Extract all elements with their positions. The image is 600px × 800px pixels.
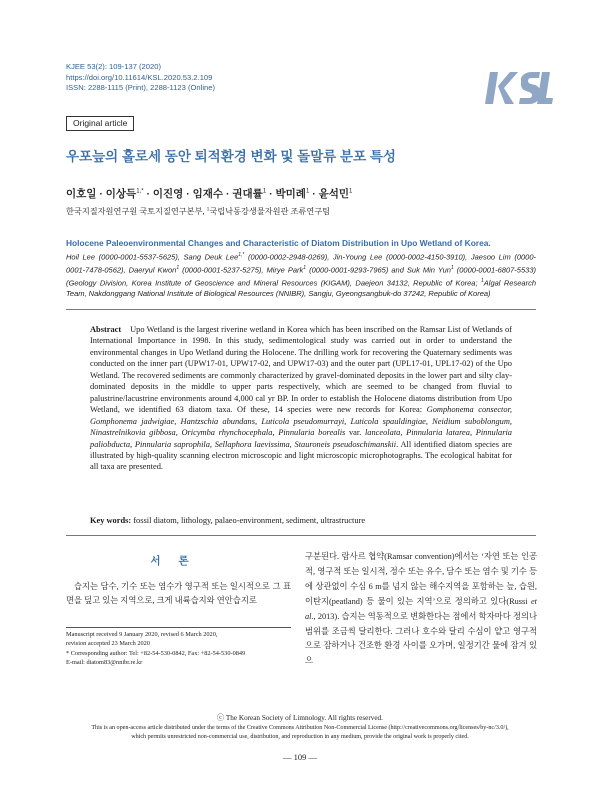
intro-heading: 서론	[150, 555, 207, 567]
title-english: Holocene Paleoenvironmental Changes and Characteristic of Diatom Distribution in Upo Wetland of Korea.	[66, 238, 491, 248]
authors-english: Hoil Lee (0000-0001-5537-5625), Sang Deuk Lee$^{1,*}$ (0000-0002-2948-0269), Jin-Young Lee (0000-0002-4150-3910), Jaesoo Lim (0000-0001-7478-0562), Daeryul Kwon$^1$ (0000-0001-5237-5275), Mirye Park$^1$ (0000-0001-9293-7965) and Suk Min Yun$^1$ (0000-0001-6807-5533) (Geology Division, Korea Institute of Geoscience and Mineral Resources (KIGAM), Daejeon 34132, Republic of Korea; $^1$Algal Research Team, Nakdonggang National Institute of Biological Resources (NNIBR), Sangju, Gyeongsangbuk-do 37242, Republic of Korea)	[66, 252, 536, 299]
corresponding-email: E-mail: diatom83@nnibr.re.kr	[66, 659, 143, 667]
article-type-badge: Original article	[66, 116, 134, 131]
abstract-label: Abstract	[90, 325, 122, 334]
footnote-rule	[66, 627, 291, 628]
journal-header	[66, 62, 366, 94]
abstract: Abstract Upo Wetland is the largest riverine wetland in Korea which has been inscribed on the Ramsar List of Wetlands of International Importance in 1998. In this study, sedimentological study was carried out in order to understand the environmental changes in Upo Wetland during the Holocene. The drilling work for recovering the Quaternary sediments was conducted on the inner part (UPW17-01, UPW17-02, and UPW17-03) and the outer part (UPL17-01, UPL17-02) of the Upo Wetland. The recovered sediments are commonly characterized by gravel-dominated deposits in the lower part and silty clay-dominated deposits in the middle to upper parts respectively, which are seemed to be changed from fluvial to palustrine/lacustrine environments around 4,000 cal yr BP. In order to establish the Holocene diatoms distribution from Upo Wetland, we identified 63 diatom taxa. Of these, 14 species were new records for Korea: Gomphonema consector, Gomphonema jadwigiae, Hantzschia abundans, Luticola pseudomurrayi, Luticola spauldingiae, Neidium suboblongum, Ninastrelnikovia gibbosa, Oricymba rhynchocephala, Pinnularia borealis var. lanceolata, Pinnularia latarea, Pinnularia paliobducta, Pinnularia saprophila, Sellaphora laevissima, Stauroneis pseudoschimanskii. All identified diatom species are illustrated by high-quality scanning electron microscopic and light microscopic microphotographs. The ecological habitat for all taxa are presented.	[90, 325, 513, 472]
journal-issn: ISSN: 2288-1115 (Print), 2288-1123 (Online)	[66, 83, 216, 93]
abstract-top-rule	[66, 309, 536, 310]
footnote: Manuscript received 9 January 2020, revised 6 March 2020, revision accepted 23 March 2020 * Corresponding author: Tel: +82-54-530-0842, Fax: +82-54-530-0849 E-mail: diatom83@nnibr.re.kr	[66, 630, 298, 668]
license-text: This is an open-access article distributed under the terms of the Creative Commons Attribution Non-Commercial License (http://creativecommons.org/licenses/by-nc/3.0/), which permits unrestricted non-commercial use, distribution, and reproduction in any medium, provide the original work is properly cited.	[91, 725, 509, 740]
abstract-bottom-rule	[66, 535, 536, 536]
page-number: — 109 —	[283, 752, 317, 762]
journal-citation: KJEE 53(2): 109-137 (2020)	[66, 62, 161, 71]
keywords: Key words: fossil diatom, lithology, palaeo-environment, sediment, ultrastructure	[90, 516, 366, 525]
journal-doi-link[interactable]: https://doi.org/10.11614/KSL.2020.53.2.109	[66, 72, 213, 82]
authors-korean: 이호일 · 이상득$^{1,*}$ · 이진영 · 임재수 · 권대률$^1$ · 박미례$^1$ · 윤석민$^1$	[66, 188, 353, 200]
ksl-logo-icon	[484, 68, 554, 108]
title-korean: 우포늪의 홀로세 동안 퇴적환경 변화 및 돌말류 분포 특성	[66, 149, 396, 164]
intro-right-column: 구분된다. 람사르 협약(Ramsar convention)에서는 ‘자연 또는 인공적, 영구적 또는 일시적, 정수 또는 유수, 담수 또는 염수 및 기수 등에 상관없이 수심 6 m를 넘지 않는 해수지역을 포함하는 늪, 습원, 이탄지(peatland) 등 물이 있는 지역’으로 정의하고 있다(Russi et al., 2013). 습지는 역동적으로 변화한다는 점에서 학자마다 정의나 범위를 조금씩 달리한다. 그러나 호수와 달리 수심이 얕고 영구적으로 잠하거나 건조한 환경 사이를 오가며, 일정기간 물에 잠겨 있으	[305, 552, 537, 666]
affiliation-korean: 한국지질자원연구원 국토지질연구본부, $^1$국립낙동강생물자원관 조류연구팀	[66, 206, 331, 216]
keywords-label: Key words:	[90, 516, 132, 525]
copyright: ⓒ The Korean Society of Limnology. All rights reserved.	[217, 714, 383, 722]
intro-left-column: 습지는 담수, 기수 또는 염수가 영구적 또는 일시적으로 그 표면을 덮고 있는 지역으로, 크게 내륙습지와 연안습지로	[66, 582, 291, 606]
